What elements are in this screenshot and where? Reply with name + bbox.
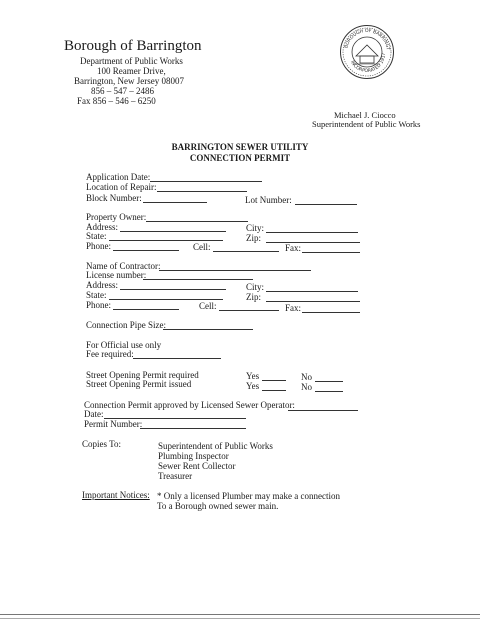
svg-text:BOROUGH OF BARRINGTON: BOROUGH OF BARRINGT [344, 28, 390, 51]
license-number-label: License number: [86, 270, 147, 280]
contractor-fax-label: Fax: [285, 303, 302, 313]
contractor-phone-field[interactable] [113, 309, 179, 310]
fax-number: Fax 856 – 546 – 6250 [77, 96, 156, 106]
contractor-name-field[interactable] [159, 270, 311, 271]
contractor-city-field[interactable] [266, 291, 358, 292]
street-opening-required-yes-field[interactable] [262, 380, 286, 381]
svg-text:INCORPORATED 1917: INCORPORATED 1917 [348, 52, 388, 75]
street-opening-issued-yes-field[interactable] [262, 390, 286, 391]
owner-cell-field[interactable] [213, 251, 279, 252]
street-opening-issued-label: Street Opening Permit issued [86, 379, 192, 389]
application-date-field[interactable] [150, 181, 262, 182]
lot-number-label: Lot Number: [245, 195, 292, 205]
phone-number: 856 – 547 – 2486 [91, 86, 154, 96]
location-of-repair-label: Location of Repair: [86, 182, 157, 192]
street-opening-required-label: Street Opening Permit required [86, 370, 199, 380]
contractor-cell-field[interactable] [219, 310, 279, 311]
contractor-state-label: State: [86, 290, 107, 300]
contractor-phone-label: Phone: [86, 300, 112, 310]
owner-zip-field[interactable] [266, 242, 360, 243]
pipe-size-label: Connection Pipe Size: [86, 320, 166, 330]
owner-cell-label: Cell: [193, 242, 211, 252]
copies-to-label: Copies To: [82, 439, 121, 449]
owner-state-label: State: [86, 231, 107, 241]
superintendent-name: Michael J. Ciocco [334, 110, 396, 120]
street-opening-issued-yes-label: Yes [246, 381, 260, 391]
street-opening-required-yes-label: Yes [246, 371, 260, 381]
city-state-zip: Barrington, New Jersey 08007 [74, 76, 184, 86]
owner-fax-label: Fax: [285, 243, 302, 253]
fee-required-field[interactable] [133, 358, 221, 359]
owner-fax-field[interactable] [302, 252, 360, 253]
owner-city-label: City: [246, 223, 265, 233]
owner-address-label: Address: [86, 222, 118, 232]
contractor-zip-label: Zip: [246, 292, 261, 302]
notice-line: * Only a licensed Plumber may make a connection [157, 491, 340, 501]
important-notices-label: Important Notices: [82, 490, 150, 500]
application-date-label: Application Date: [86, 172, 151, 182]
owner-address-field[interactable] [120, 231, 226, 232]
street-opening-issued-no-label: No [301, 382, 312, 392]
form-title: BARRINGTON SEWER UTILITY [171, 142, 309, 152]
owner-state-field[interactable] [109, 240, 223, 241]
owner-phone-label: Phone: [86, 241, 112, 251]
approved-by-label: Connection Permit approved by Licensed Sewer Operator: [84, 400, 295, 410]
copy-recipient: Sewer Rent Collector [158, 461, 236, 471]
page-edge-divider [0, 614, 480, 615]
permit-number-field[interactable] [140, 428, 246, 429]
owner-phone-field[interactable] [113, 250, 179, 251]
contractor-zip-field[interactable] [266, 301, 360, 302]
property-owner-field[interactable] [146, 221, 248, 222]
contractor-city-label: City: [246, 282, 265, 292]
license-number-field[interactable] [143, 279, 253, 280]
form-subtitle: CONNECTION PERMIT [189, 153, 291, 163]
permit-number-label: Permit Number: [84, 419, 143, 429]
block-number-field[interactable] [143, 202, 207, 203]
superintendent-title: Superintendent of Public Works [312, 119, 421, 129]
fee-required-label: Fee required: [86, 349, 134, 359]
copy-recipient: Treasurer [158, 471, 193, 481]
property-owner-label: Property Owner: [86, 212, 147, 222]
municipality-name: Borough of Barrington [64, 38, 202, 54]
street-opening-issued-no-field[interactable] [315, 391, 343, 392]
block-number-label: Block Number: [86, 193, 142, 203]
street-address: 100 Reamer Drive, [97, 66, 166, 76]
street-opening-required-no-field[interactable] [315, 381, 343, 382]
official-use-heading: For Official use only [86, 340, 162, 350]
contractor-name-label: Name of Contractor: [86, 261, 161, 271]
page-edge-divider [0, 618, 480, 619]
street-opening-required-no-label: No [301, 372, 312, 382]
contractor-address-label: Address: [86, 280, 118, 290]
copy-recipient: Plumbing Inspector [158, 451, 229, 461]
owner-city-field[interactable] [266, 232, 358, 233]
approval-date-label: Date: [84, 409, 104, 419]
department-name: Department of Public Works [80, 56, 183, 66]
lot-number-field[interactable] [295, 204, 357, 205]
approved-by-field[interactable] [288, 410, 358, 411]
location-of-repair-field[interactable] [157, 191, 247, 192]
contractor-fax-field[interactable] [302, 312, 360, 313]
notice-line: To a Borough owned sewer main. [157, 501, 279, 511]
pipe-size-field[interactable] [163, 329, 253, 330]
contractor-cell-label: Cell: [199, 301, 217, 311]
borough-seal-icon [339, 24, 395, 80]
owner-zip-label: Zip: [246, 233, 261, 243]
contractor-state-field[interactable] [109, 299, 223, 300]
copy-recipient: Superintendent of Public Works [158, 441, 273, 451]
contractor-address-field[interactable] [120, 289, 226, 290]
